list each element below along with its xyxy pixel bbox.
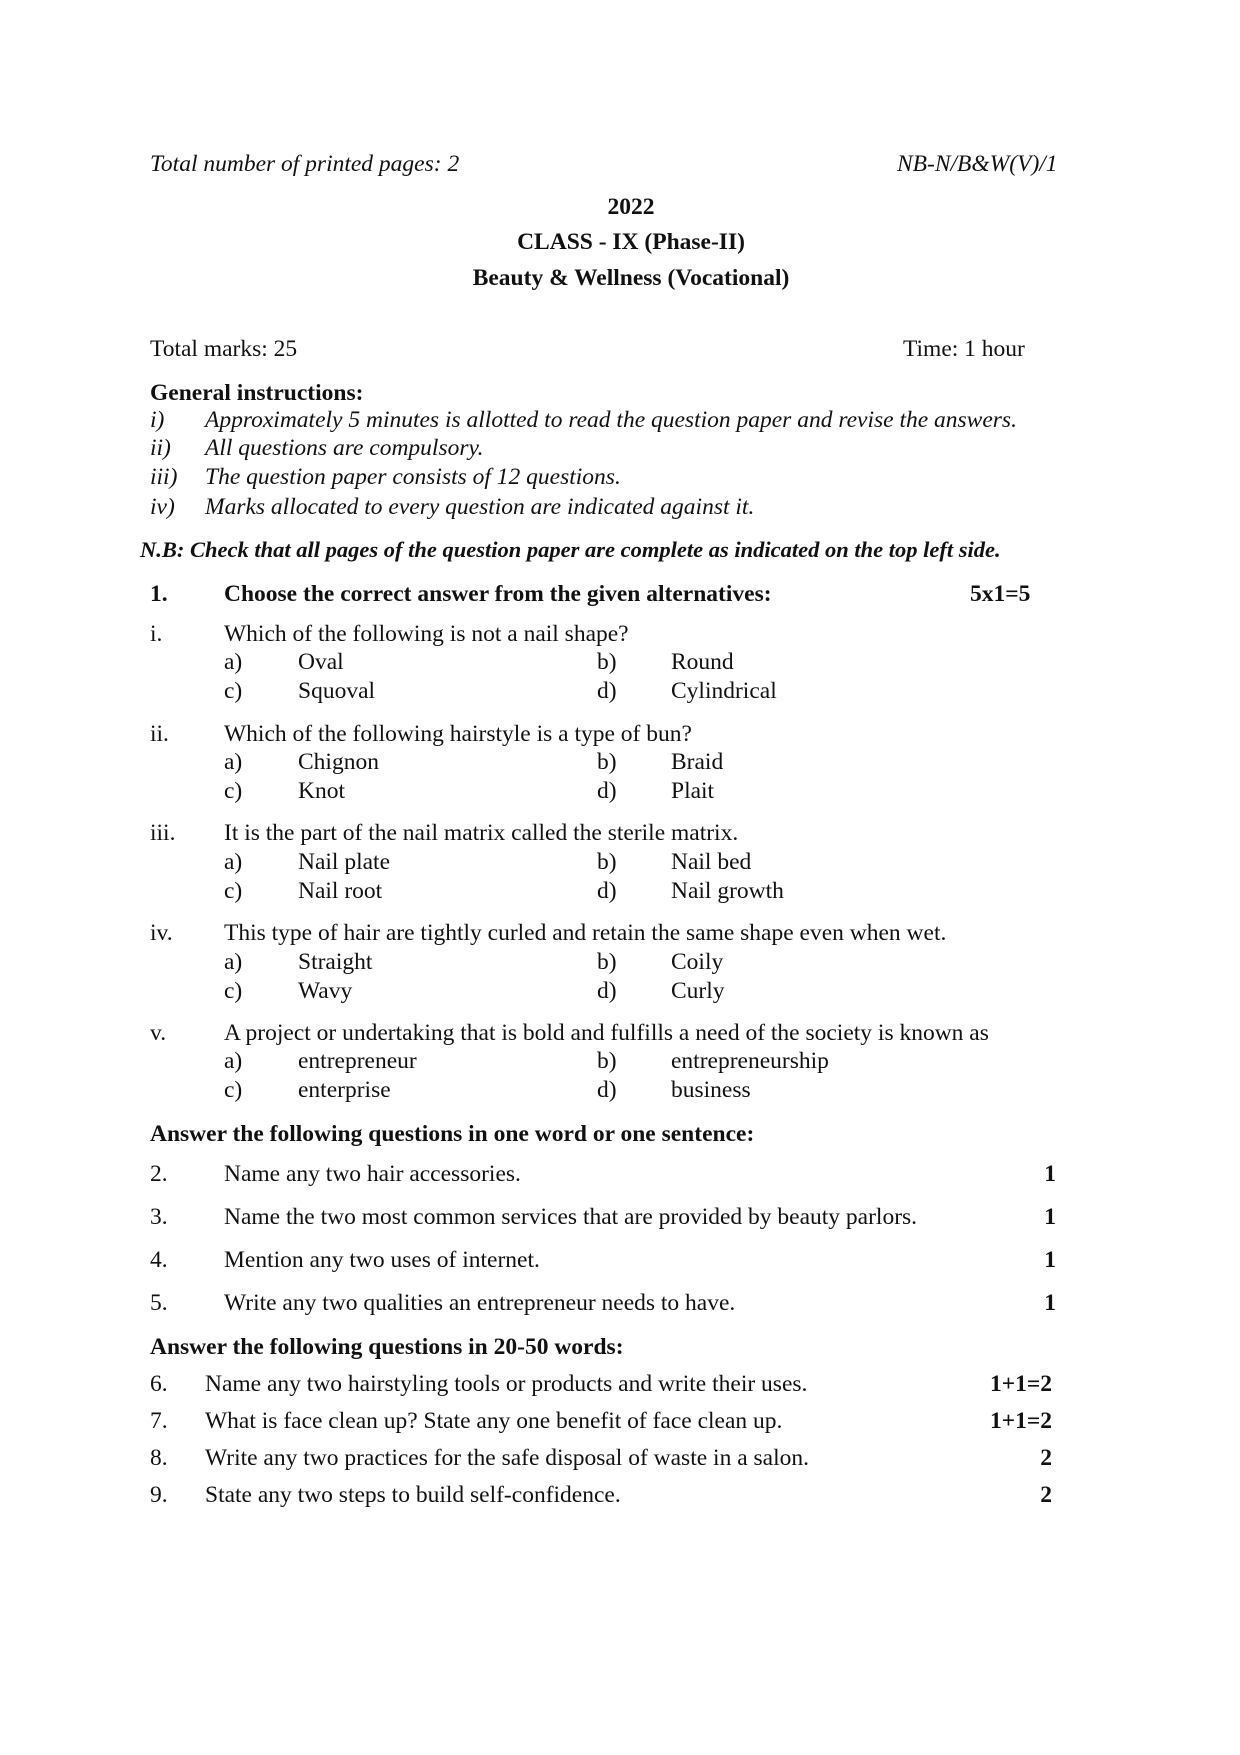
question-num: 5.: [150, 1290, 168, 1316]
option-label: c): [224, 878, 243, 904]
question-num: 2.: [150, 1161, 168, 1187]
nb-note: N.B: Check that all pages of the question paper are complete as indicated on the top left side.: [140, 537, 1001, 562]
option-label: d): [597, 678, 617, 704]
section2-heading: Answer the following questions in one word or one sentence:: [150, 1121, 755, 1147]
instruction-text: Approximately 5 minutes is allotted to read the question paper and revise the answers.: [205, 407, 1017, 433]
question-text: Write any two practices for the safe disposal of waste in a salon.: [205, 1445, 809, 1471]
question-num: iv.: [150, 920, 173, 946]
instruction-num: ii): [150, 435, 171, 461]
option-label: b): [597, 849, 617, 875]
option-text: Coily: [671, 949, 724, 975]
option-text: Straight: [298, 949, 373, 975]
option-label: a): [224, 949, 243, 975]
instructions-heading: General instructions:: [150, 380, 364, 406]
question-text: Which of the following hairstyle is a type of bun?: [224, 721, 692, 747]
question-text: This type of hair are tightly curled and retain the same shape even when wet.: [224, 920, 947, 946]
option-label: d): [597, 778, 617, 804]
option-label: a): [224, 1048, 243, 1074]
question-text: Name any two hair accessories.: [224, 1161, 521, 1187]
question-num: 8.: [150, 1445, 168, 1471]
question-marks: 1: [1044, 1247, 1056, 1273]
option-text: Nail bed: [671, 849, 752, 875]
option-text: Oval: [298, 649, 344, 675]
option-label: d): [597, 1077, 617, 1103]
option-text: Plait: [671, 778, 715, 804]
printed-pages-note: Total number of printed pages: 2: [150, 151, 460, 177]
question-num: ii.: [150, 721, 169, 747]
option-text: Wavy: [298, 978, 353, 1004]
question-num: 6.: [150, 1371, 168, 1397]
paper-code: NB-N/B&W(V)/1: [897, 151, 1058, 177]
option-label: c): [224, 978, 243, 1004]
option-label: b): [597, 1048, 617, 1074]
question-text: Name the two most common services that are provided by beauty parlors.: [224, 1204, 918, 1230]
option-text: business: [671, 1077, 751, 1103]
option-text: Curly: [671, 978, 725, 1004]
option-text: entrepreneur: [298, 1048, 417, 1074]
question-text: What is face clean up? State any one benefit of face clean up.: [205, 1408, 783, 1434]
exam-time: Time: 1 hour: [903, 336, 1025, 362]
option-text: Braid: [671, 749, 724, 775]
option-text: Round: [671, 649, 734, 675]
option-text: Nail plate: [298, 849, 391, 875]
question-text: State any two steps to build self-confidence.: [205, 1482, 621, 1508]
section1-marks: 5x1=5: [970, 581, 1031, 607]
option-label: b): [597, 649, 617, 675]
question-marks: 1: [1044, 1204, 1056, 1230]
instruction-text: All questions are compulsory.: [205, 435, 484, 461]
option-text: entrepreneurship: [671, 1048, 829, 1074]
question-num: i.: [150, 621, 163, 647]
option-label: c): [224, 1077, 243, 1103]
option-text: Chignon: [298, 749, 379, 775]
instruction-num: iv): [150, 494, 175, 520]
option-label: b): [597, 949, 617, 975]
question-text: Mention any two uses of internet.: [224, 1247, 540, 1273]
option-label: a): [224, 849, 243, 875]
question-num: iii.: [150, 820, 176, 846]
section3-heading: Answer the following questions in 20-50 words:: [150, 1334, 624, 1360]
option-text: enterprise: [298, 1077, 391, 1103]
option-label: a): [224, 649, 243, 675]
option-text: Knot: [298, 778, 345, 804]
section1-heading: Choose the correct answer from the given alternatives:: [224, 581, 772, 607]
option-label: d): [597, 978, 617, 1004]
instruction-num: iii): [150, 464, 178, 490]
option-text: Cylindrical: [671, 678, 777, 704]
question-marks: 1: [1044, 1161, 1056, 1187]
option-label: d): [597, 878, 617, 904]
question-marks: 2: [1040, 1482, 1052, 1508]
question-num: 9.: [150, 1482, 168, 1508]
option-text: Squoval: [298, 678, 376, 704]
option-text: Nail growth: [671, 878, 784, 904]
exam-class: CLASS - IX (Phase-II): [517, 229, 745, 255]
question-text: Name any two hairstyling tools or products and write their uses.: [205, 1371, 808, 1397]
option-label: c): [224, 778, 243, 804]
question-text: A project or undertaking that is bold and fulfills a need of the society is known as: [224, 1020, 989, 1046]
exam-subject: Beauty & Wellness (Vocational): [472, 265, 790, 291]
question-marks: 1: [1044, 1290, 1056, 1316]
instruction-text: The question paper consists of 12 questions.: [205, 464, 621, 490]
question-num: v.: [150, 1020, 167, 1046]
question-num: 7.: [150, 1408, 168, 1434]
total-marks: Total marks: 25: [150, 336, 298, 362]
option-label: b): [597, 749, 617, 775]
question-num: 4.: [150, 1247, 168, 1273]
instruction-num: i): [150, 407, 165, 433]
option-text: Nail root: [298, 878, 383, 904]
exam-year: 2022: [607, 194, 655, 220]
instruction-text: Marks allocated to every question are indicated against it.: [205, 494, 755, 520]
option-label: a): [224, 749, 243, 775]
question-marks: 2: [1040, 1445, 1052, 1471]
question-marks: 1+1=2: [989, 1408, 1052, 1434]
question-marks: 1+1=2: [989, 1371, 1052, 1397]
question-text: Which of the following is not a nail shape?: [224, 621, 629, 647]
section1-num: 1.: [150, 581, 168, 607]
question-text: It is the part of the nail matrix called the sterile matrix.: [224, 820, 739, 846]
question-text: Write any two qualities an entrepreneur needs to have.: [224, 1290, 736, 1316]
question-num: 3.: [150, 1204, 168, 1230]
option-label: c): [224, 678, 243, 704]
